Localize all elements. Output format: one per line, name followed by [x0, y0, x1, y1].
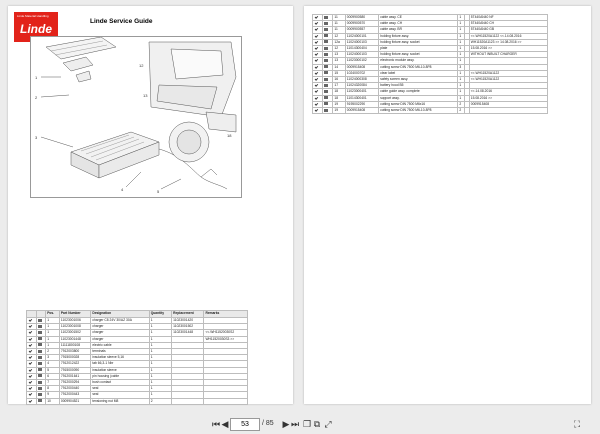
cart-icon[interactable] [38, 362, 42, 365]
logo-tagline: Linde Material Handling [17, 14, 49, 18]
remarks-cell: <<.WH11520030S2 [204, 330, 248, 336]
cart-icon[interactable] [38, 393, 42, 396]
designation-cell: holding fixture assy. [379, 33, 458, 39]
check-icon[interactable] [315, 34, 319, 38]
check-icon[interactable] [29, 380, 33, 384]
quantity-cell: 1 [458, 52, 465, 58]
part-number-cell: 11023001502 [59, 330, 90, 336]
remarks-cell [204, 398, 248, 404]
designation-cell: tensioning nut M8 [91, 398, 149, 404]
check-icon[interactable] [29, 343, 33, 347]
parts-drawing [31, 37, 241, 197]
remarks-cell [469, 108, 547, 114]
col-designation: Designation [91, 311, 149, 318]
designation-cell: electronic module assy. [379, 58, 458, 64]
remarks-cell: <<.WH11520A1122 <<.14.08.2016 [469, 33, 547, 39]
pos-cell: 12 [333, 46, 345, 52]
cart-cell [36, 398, 46, 404]
quantity-cell: 1 [149, 336, 171, 342]
part-number-cell: 0009904521 [59, 398, 90, 404]
part-number-cell: 0009900580 [345, 15, 378, 21]
part-number-cell: 7912000294 [59, 380, 90, 386]
pos-cell: 17 [333, 83, 345, 89]
part-number-cell: 7915000090 [59, 367, 90, 373]
part-number-cell: 7912000440 [59, 386, 90, 392]
svg-text:13: 13 [143, 93, 148, 98]
part-number-cell: 11023000102 [345, 58, 378, 64]
col-remarks: Remarks [204, 311, 248, 318]
cart-icon[interactable] [324, 109, 328, 112]
check-icon[interactable] [29, 331, 33, 335]
cart-icon[interactable] [38, 356, 42, 359]
designation-cell: cable assy. CH [379, 21, 458, 27]
remarks-cell: WITHOUT INBUILT CHARGER [469, 52, 547, 58]
designation-cell: terminals [91, 349, 149, 355]
pos-cell: 10 [46, 398, 60, 404]
designation-cell: seal [91, 392, 149, 398]
check-icon[interactable] [315, 40, 319, 44]
cart-icon[interactable] [324, 84, 328, 87]
check-icon[interactable] [315, 21, 319, 25]
cart-icon[interactable] [324, 16, 328, 19]
part-number-cell: 11024000103 [345, 39, 378, 45]
quantity-cell: 1 [149, 380, 171, 386]
check-icon[interactable] [29, 324, 33, 328]
part-number-cell: 7912000443 [59, 392, 90, 398]
designation-cell: battery hood B5 [379, 83, 458, 89]
part-number-cell: 1024000702 [345, 70, 378, 76]
cart-icon[interactable] [324, 96, 328, 99]
part-number-cell: 7912001641 [59, 373, 90, 379]
page-number-input[interactable]: 53 [230, 418, 260, 431]
remarks-cell: 15.08.2016 >> [469, 46, 547, 52]
pos-cell: 1 [46, 324, 60, 330]
check-icon[interactable] [29, 399, 33, 403]
check-icon[interactable] [315, 71, 319, 75]
part-number-cell: 0009915408 [345, 108, 378, 114]
designation-cell: charger [91, 324, 149, 330]
quantity-cell: 1 [149, 373, 171, 379]
designation-cell: seal [91, 386, 149, 392]
check-icon[interactable] [29, 368, 33, 372]
col-cart [36, 311, 46, 318]
check-icon[interactable] [29, 318, 33, 322]
remarks-cell: <<.WH11520A1122 [469, 70, 547, 76]
quantity-cell: 1 [458, 27, 465, 33]
svg-text:18: 18 [227, 133, 232, 138]
check-icon[interactable] [29, 374, 33, 378]
pos-cell: 1 [46, 330, 60, 336]
cart-icon[interactable] [38, 374, 42, 377]
fit-page-icon[interactable]: ⤢ [324, 419, 332, 429]
quantity-cell: 1 [458, 21, 465, 27]
check-icon[interactable] [315, 96, 319, 100]
table-row [27, 398, 248, 404]
part-number-cell: 11023001448 [59, 336, 90, 342]
svg-text:3: 3 [35, 135, 38, 140]
svg-text:1: 1 [35, 75, 38, 80]
check-icon[interactable] [315, 65, 319, 69]
replacement-cell [172, 398, 204, 404]
cart-icon[interactable] [324, 28, 328, 31]
remarks-cell: 15.08.2016 >> [469, 95, 547, 101]
table-row [313, 108, 548, 114]
navigation-toolbar [0, 416, 600, 434]
designation-cell: charger [91, 336, 149, 342]
pos-cell: 1 [46, 318, 60, 324]
quantity-cell: 1 [458, 89, 465, 95]
pos-cell: 11 [333, 27, 345, 33]
check-icon[interactable] [29, 337, 33, 341]
quantity-cell: 2 [458, 108, 465, 114]
check-icon[interactable] [315, 28, 319, 32]
cart-icon[interactable] [38, 319, 42, 322]
cart-icon[interactable] [324, 40, 328, 43]
part-number-cell: 11024320084 [345, 83, 378, 89]
designation-cell: electric cable [91, 342, 149, 348]
part-number-cell: 11023001008 [59, 324, 90, 330]
replacement-cell: 11023001448 [172, 330, 204, 336]
cart-icon[interactable] [38, 331, 42, 334]
pos-cell: 8 [46, 386, 60, 392]
quantity-cell: 1 [149, 386, 171, 392]
remarks-cell: 5T440AN40 CH [469, 21, 547, 27]
designation-cell: tab 66,3-1 Nbr [91, 361, 149, 367]
cart-icon[interactable] [324, 22, 328, 25]
designation-cell: insulation sleeve 5,16 [91, 355, 149, 361]
designation-cell: bush contact [91, 380, 149, 386]
pos-cell: 18 [333, 89, 345, 95]
check-cell [313, 108, 323, 114]
two-page-view-icon[interactable]: ⧉ [313, 419, 321, 429]
check-icon[interactable] [29, 349, 33, 353]
quantity-cell: 1 [458, 46, 465, 52]
logo-brand: Linde [20, 22, 52, 36]
part-number-cell: 0009900570 [345, 21, 378, 27]
page-title: Linde Service Guide [90, 18, 153, 25]
quantity-cell: 1 [458, 95, 465, 101]
part-number-cell: 11023000401 [345, 89, 378, 95]
quantity-cell: 1 [458, 70, 465, 76]
part-number-cell: 11023001006 [59, 318, 90, 324]
remarks-cell: <<.WH11520A1122 [469, 77, 547, 83]
left-parts-table [26, 310, 248, 405]
designation-cell: safety screen assy. [379, 77, 458, 83]
check-icon[interactable] [315, 46, 319, 50]
cart-icon[interactable] [324, 90, 328, 93]
pos-cell: 16 [333, 77, 345, 83]
single-page-view-icon[interactable]: ❐ [302, 419, 312, 429]
quantity-cell: 1 [458, 39, 465, 45]
designation-cell: holding fixture assy. socket [379, 39, 458, 45]
quantity-cell: 1 [149, 318, 171, 324]
check-icon[interactable] [315, 77, 319, 81]
pos-cell: 19 [333, 101, 345, 107]
replacement-cell: 11023001420 [172, 318, 204, 324]
cart-icon[interactable] [324, 47, 328, 50]
cart-icon[interactable] [38, 381, 42, 384]
svg-text:4: 4 [121, 187, 124, 192]
col-check [27, 311, 37, 318]
col-quantity: Quantity [149, 311, 171, 318]
pos-cell: 3 [46, 355, 60, 361]
cart-icon[interactable] [38, 325, 42, 328]
part-number-cell: 0009900557 [345, 27, 378, 33]
part-number-cell: 9195002290 [345, 101, 378, 107]
cart-icon[interactable] [38, 387, 42, 390]
pos-cell: 14 [333, 64, 345, 70]
designation-cell: clear label [379, 70, 458, 76]
quantity-cell: 1 [458, 33, 465, 39]
check-icon[interactable] [315, 108, 319, 112]
previous-page-icon[interactable]: ◀ [221, 419, 229, 429]
pos-cell: 18 [333, 95, 345, 101]
svg-text:5: 5 [157, 189, 160, 194]
designation-cell: charger C8 24V 30/AZ 30A [91, 318, 149, 324]
col-part-number: Part Number [59, 311, 90, 318]
remarks-cell: WH11520030S3 >> [204, 336, 248, 342]
quantity-cell: 1 [149, 367, 171, 373]
left-page [8, 6, 293, 404]
designation-cell: cutting screw DIN 7500 M6-10-8P8 [379, 64, 458, 70]
quantity-cell: 1 [149, 392, 171, 398]
part-number-cell: 11024000101 [345, 33, 378, 39]
cart-icon[interactable] [38, 337, 42, 340]
remarks-cell: <<.14.08.2016 [469, 89, 547, 95]
remarks-cell: 0009915408 [469, 101, 547, 107]
part-number-cell: 11014300404 [345, 46, 378, 52]
part-number-cell: 7912012422 [59, 361, 90, 367]
pos-cell: 11 [333, 15, 345, 21]
check-icon[interactable] [315, 90, 319, 94]
pos-cell: 6 [46, 373, 60, 379]
part-number-cell: 0009915408 [345, 64, 378, 70]
designation-cell: support assy. [379, 95, 458, 101]
pos-cell: 11 [333, 21, 345, 27]
designation-cell: holding fixture assy. socket [379, 52, 458, 58]
designation-cell: cutting screw DIN 7500 M6x16 [379, 101, 458, 107]
quantity-cell: 3 [458, 64, 465, 70]
check-icon[interactable] [315, 53, 319, 57]
pos-cell: 2 [46, 349, 60, 355]
page-total: / 85 [262, 420, 274, 427]
col-replacement: Replacement [172, 311, 204, 318]
quantity-cell: 1 [458, 83, 465, 89]
designation-cell: pin housing (cable [91, 373, 149, 379]
pos-cell: 15 [333, 70, 345, 76]
pos-cell: 12 [333, 33, 345, 39]
next-page-icon[interactable]: ▶ [282, 419, 290, 429]
remarks-cell: 5T440AN40 GB [469, 27, 547, 33]
quantity-cell: 1 [149, 324, 171, 330]
last-page-icon[interactable]: ⏭ [290, 419, 300, 429]
svg-text:12: 12 [139, 63, 144, 68]
right-parts-table [312, 14, 548, 114]
cart-icon[interactable] [324, 78, 328, 81]
cart-cell [323, 108, 333, 114]
col-pos: Pos. [46, 311, 60, 318]
pos-cell: 13 [333, 52, 345, 58]
designation-cell: plate [379, 46, 458, 52]
quantity-cell: 1 [458, 58, 465, 64]
part-number-cell: 11024000308 [345, 77, 378, 83]
remarks-cell: WH11520A1123 >> 14.08.2016 >> [469, 39, 547, 45]
part-number-cell: 11014300401 [345, 95, 378, 101]
quantity-cell: 1 [458, 77, 465, 83]
remarks-cell: 5T440AN40 NF [469, 15, 547, 21]
quantity-cell: 1 [149, 355, 171, 361]
designation-cell: charger [91, 330, 149, 336]
cart-icon[interactable] [38, 350, 42, 353]
cart-icon[interactable] [324, 59, 328, 62]
svg-text:2: 2 [35, 95, 38, 100]
quantity-cell: 1 [149, 342, 171, 348]
quantity-cell: 1 [149, 330, 171, 336]
pos-cell: 19 [333, 108, 345, 114]
part-number-cell: 7915000028 [59, 355, 90, 361]
cart-icon[interactable] [324, 34, 328, 37]
cart-icon[interactable] [324, 53, 328, 56]
designation-cell: cable guide assy. complete [379, 89, 458, 95]
cart-icon[interactable] [38, 343, 42, 346]
check-icon[interactable] [315, 15, 319, 19]
quantity-cell: 2 [149, 398, 171, 404]
part-number-cell: 11024000103 [345, 52, 378, 58]
designation-cell: cable assy. CE [379, 15, 458, 21]
replacement-cell: 11023001502 [172, 324, 204, 330]
designation-cell: insulation sleeve [91, 367, 149, 373]
check-icon[interactable] [315, 84, 319, 88]
pos-cell: 5 [46, 367, 60, 373]
pos-cell: 12a [333, 39, 345, 45]
designation-cell: cable assy. BR [379, 27, 458, 33]
quantity-cell: 1 [149, 361, 171, 367]
pos-cell: 13 [333, 58, 345, 64]
check-icon[interactable] [29, 387, 33, 391]
pos-cell: 7 [46, 380, 60, 386]
cart-icon[interactable] [38, 368, 42, 371]
right-page [304, 6, 591, 404]
quantity-cell: 1 [458, 15, 465, 21]
quantity-cell: 1 [149, 349, 171, 355]
table-header-row [27, 311, 248, 318]
cart-icon[interactable] [324, 71, 328, 74]
check-cell [27, 398, 37, 404]
first-page-icon[interactable]: ⏮ [211, 419, 221, 429]
exploded-parts-diagram [30, 36, 242, 198]
designation-cell: cutting screw DIN 7500 M6-10-8P8 [379, 108, 458, 114]
fullscreen-icon[interactable]: ⛶ [573, 419, 581, 429]
check-icon[interactable] [315, 102, 319, 106]
check-icon[interactable] [29, 362, 33, 366]
pos-cell: 4 [46, 361, 60, 367]
quantity-cell: 2 [458, 101, 465, 107]
part-number-cell: 11111800108 [59, 342, 90, 348]
cart-icon[interactable] [324, 65, 328, 68]
pos-cell: 9 [46, 392, 60, 398]
cart-icon[interactable] [38, 399, 42, 402]
check-icon[interactable] [29, 356, 33, 360]
cart-icon[interactable] [324, 102, 328, 105]
pos-cell: 1 [46, 342, 60, 348]
pos-cell: 1 [46, 336, 60, 342]
check-icon[interactable] [315, 59, 319, 63]
part-number-cell: 7912003800 [59, 349, 90, 355]
check-icon[interactable] [29, 393, 33, 397]
